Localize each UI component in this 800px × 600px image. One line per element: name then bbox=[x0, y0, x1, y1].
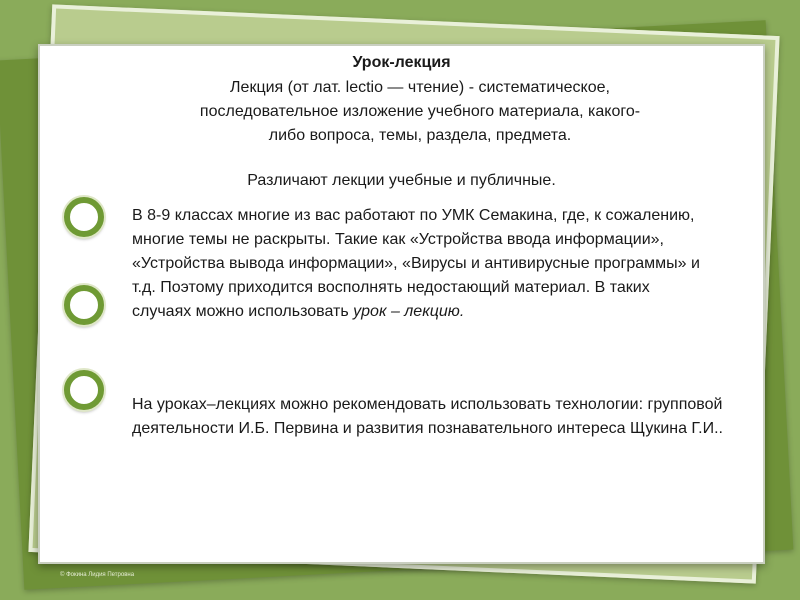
circle-bullet-icon bbox=[64, 285, 104, 325]
circle-bullet-icon bbox=[64, 197, 104, 237]
definition-line: Лекция (от лат. lectio — чтение) - систематическое, bbox=[230, 79, 610, 96]
paragraph-technologies: На уроках–лекциях можно рекомендовать использовать технологии: групповой деятельности И.Б. Первина и развития познавательного интереса Щукина Г.И.. bbox=[132, 396, 723, 437]
lecture-types-text: Различают лекции учебные и публичные. bbox=[247, 172, 556, 189]
paragraph-semakin-text: В 8-9 классах многие из вас работают по УМК Семакина, где, к сожалению, многие темы не раскрыты. Такие как «Устройства ввода информации», «Устройства вывода информации», «Вирусы и антивирусные программы» и т.д. Поэтому приходится восполнять недостающий материал. В таких случаях можно использовать bbox=[132, 207, 700, 320]
circle-bullet-icon bbox=[64, 370, 104, 410]
definition-line: либо вопроса, темы, раздела, предмета. bbox=[268, 127, 572, 144]
slide-card bbox=[38, 44, 765, 564]
paragraph-semakin bbox=[132, 204, 712, 324]
definition-line: последовательное изложение учебного материала, какого- bbox=[199, 103, 641, 120]
definition-text bbox=[140, 76, 700, 148]
copyright-text: © Фокина Лидия Петровна bbox=[60, 572, 135, 578]
slide-title: Урок-лекция bbox=[352, 54, 451, 71]
paragraph-semakin-emphasis: урок – лекцию. bbox=[353, 303, 465, 320]
